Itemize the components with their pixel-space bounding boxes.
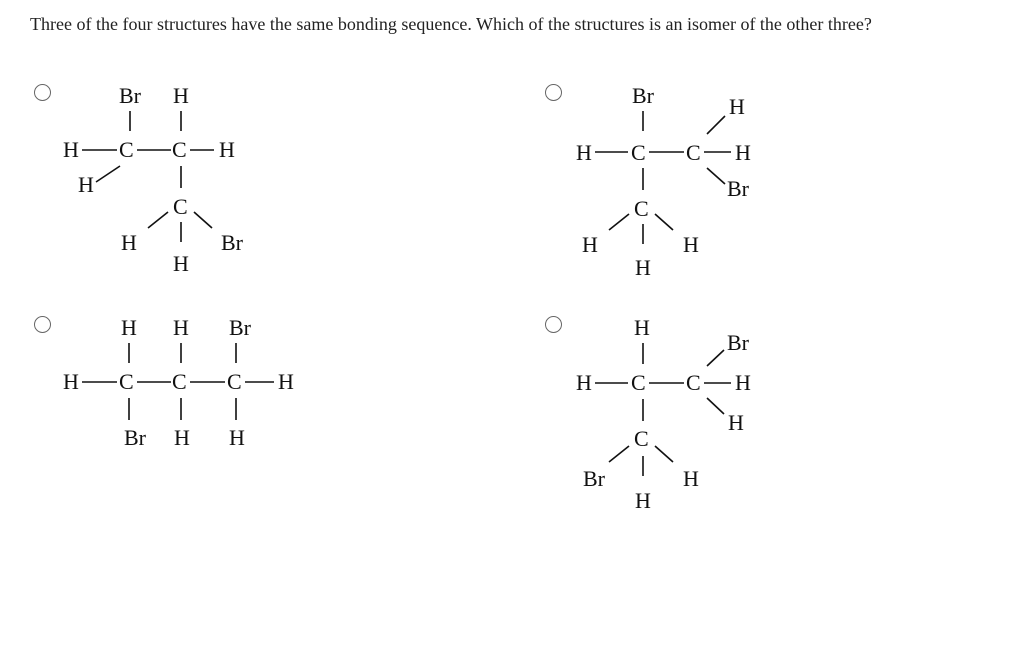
atom: H <box>683 232 699 257</box>
atom: H <box>63 369 79 394</box>
atom: Br <box>632 83 654 108</box>
atom: H <box>582 232 598 257</box>
atom: C <box>634 196 649 221</box>
atom: H <box>635 488 651 513</box>
atom: C <box>173 194 188 219</box>
atom: Br <box>119 83 141 108</box>
atom: H <box>683 466 699 491</box>
atom: H <box>278 369 294 394</box>
atom: H <box>728 410 744 435</box>
atom: Br <box>221 230 243 255</box>
atom: Br <box>727 330 749 355</box>
bond-line <box>96 166 120 182</box>
atom: H <box>735 140 751 165</box>
atom: H <box>121 315 137 340</box>
bond-line <box>707 168 725 184</box>
atom: Br <box>124 425 146 450</box>
atom: Br <box>583 466 605 491</box>
question-text: Three of the four structures have the same bonding sequence. Which of the structures is an isomer of the other three? <box>30 14 872 34</box>
atom: C <box>172 369 187 394</box>
atom: H <box>635 255 651 280</box>
bond-line <box>655 446 673 462</box>
atom: H <box>576 370 592 395</box>
structure-c <box>63 315 294 450</box>
atom: C <box>119 369 134 394</box>
atom: H <box>219 137 235 162</box>
atom: C <box>634 426 649 451</box>
atom: H <box>576 140 592 165</box>
atom: H <box>735 370 751 395</box>
atom: H <box>121 230 137 255</box>
atom: H <box>173 315 189 340</box>
atom: C <box>119 137 134 162</box>
atom: C <box>686 370 701 395</box>
atom: H <box>173 83 189 108</box>
atom: H <box>729 94 745 119</box>
atom: C <box>631 370 646 395</box>
atom: Br <box>229 315 251 340</box>
bond-line <box>609 214 629 230</box>
atom: Br <box>727 176 749 201</box>
atom: H <box>634 315 650 340</box>
bond-line <box>655 214 673 230</box>
bond-line <box>707 398 724 414</box>
bond-line <box>194 212 212 228</box>
atom: C <box>227 369 242 394</box>
bond-line <box>707 116 725 134</box>
structure-d <box>576 315 751 513</box>
atom: H <box>78 172 94 197</box>
atom: H <box>229 425 245 450</box>
atom: C <box>172 137 187 162</box>
atom: C <box>686 140 701 165</box>
bond-line <box>707 350 724 366</box>
atom: C <box>631 140 646 165</box>
structure-a <box>63 83 244 276</box>
structure-b <box>576 83 751 280</box>
atom: H <box>174 425 190 450</box>
bond-line <box>609 446 629 462</box>
atom: H <box>173 251 189 276</box>
atom: H <box>63 137 79 162</box>
bond-line <box>148 212 168 228</box>
